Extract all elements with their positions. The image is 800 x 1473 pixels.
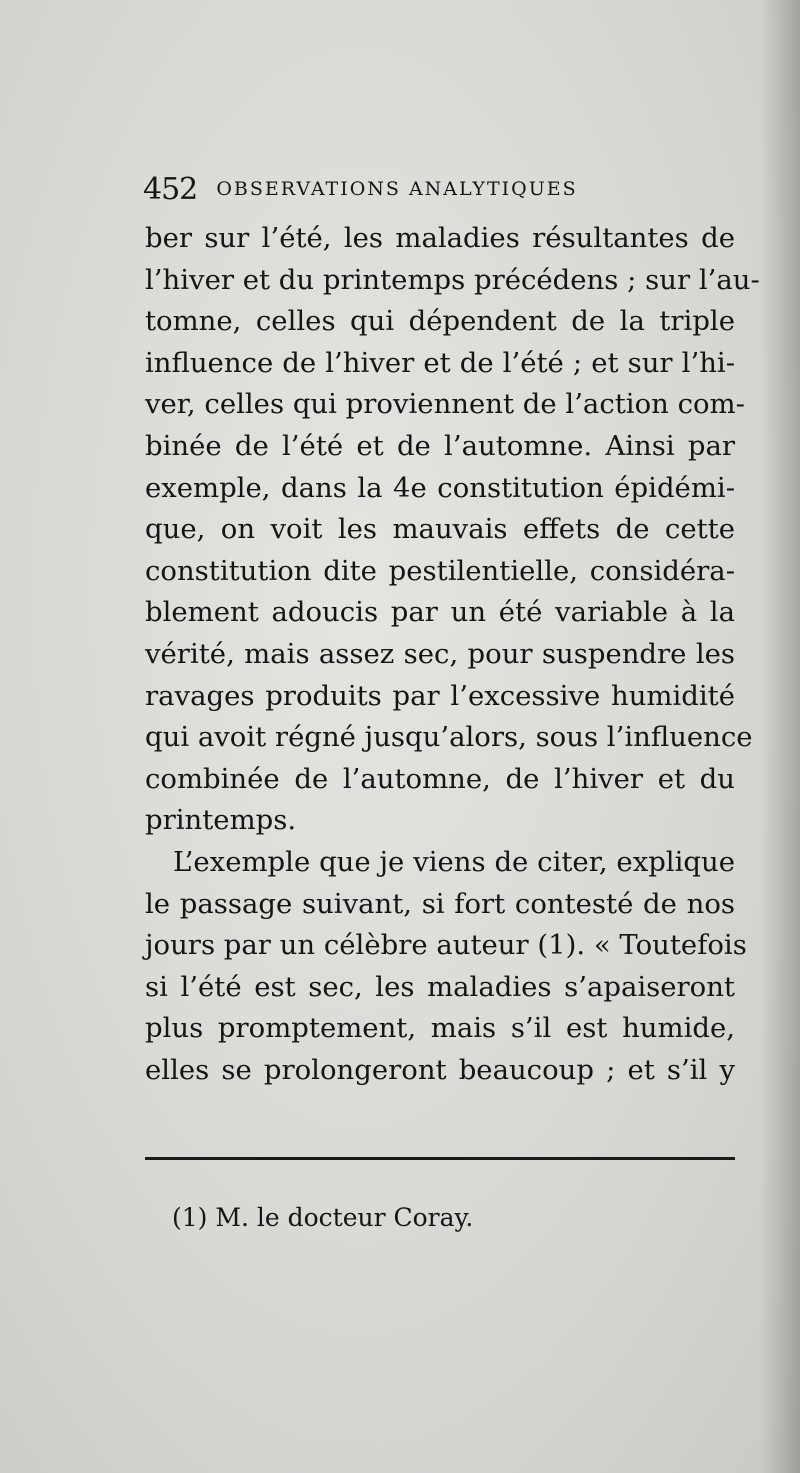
text-line: si l’été est sec, les maladies s’apaiseront: [145, 970, 735, 1003]
page-number: 452: [143, 172, 198, 207]
text-line: combinée de l’automne, de l’hiver et du: [145, 762, 735, 795]
text-line: constitution dite pestilentielle, considéra-: [145, 554, 735, 587]
text-line: que, on voit les mauvais effets de cette: [145, 513, 735, 546]
running-title: OBSERVATIONS ANALYTIQUES: [216, 178, 578, 200]
body-text: [145, 218, 760, 1091]
text-line: L’exemple que je viens de citer, explique: [173, 845, 735, 878]
text-line: ravages produits par l’excessive humidité: [145, 679, 735, 712]
text-line: exemple, dans la 4e constitution épidémi-: [145, 471, 735, 504]
text-line: le passage suivant, si fort contesté de nos: [145, 887, 735, 920]
text-line: ver, celles qui proviennent de l’action com-: [145, 388, 745, 421]
text-line: l’hiver et du printemps précédens ; sur l’au-: [145, 263, 760, 296]
text-line: ber sur l’été, les maladies résultantes de: [145, 222, 735, 254]
text-line: binée de l’été et de l’automne. Ainsi par: [145, 429, 735, 462]
text-line: elles se prolongeront beaucoup ; et s’il y: [145, 1053, 735, 1086]
text-line: vérité, mais assez sec, pour suspendre les: [145, 637, 735, 670]
text-line: jours par un célèbre auteur (1). « Toutefois: [145, 929, 747, 962]
page-header: [143, 172, 743, 212]
page-edge-shadow: [760, 0, 800, 1473]
text-line: influence de l’hiver et de l’été ; et sur l’hi-: [145, 346, 735, 379]
text-line: printemps.: [145, 804, 297, 837]
text-line: qui avoit régné jusqu’alors, sous l’influence: [145, 721, 753, 754]
footnote-divider: [145, 1157, 735, 1160]
footnote: (1) M. le docteur Coray.: [172, 1203, 474, 1232]
text-line: blement adoucis par un été variable à la: [145, 596, 735, 629]
text-line: plus promptement, mais s’il est humide,: [145, 1012, 735, 1045]
text-line: tomne, celles qui dépendent de la triple: [145, 305, 735, 338]
